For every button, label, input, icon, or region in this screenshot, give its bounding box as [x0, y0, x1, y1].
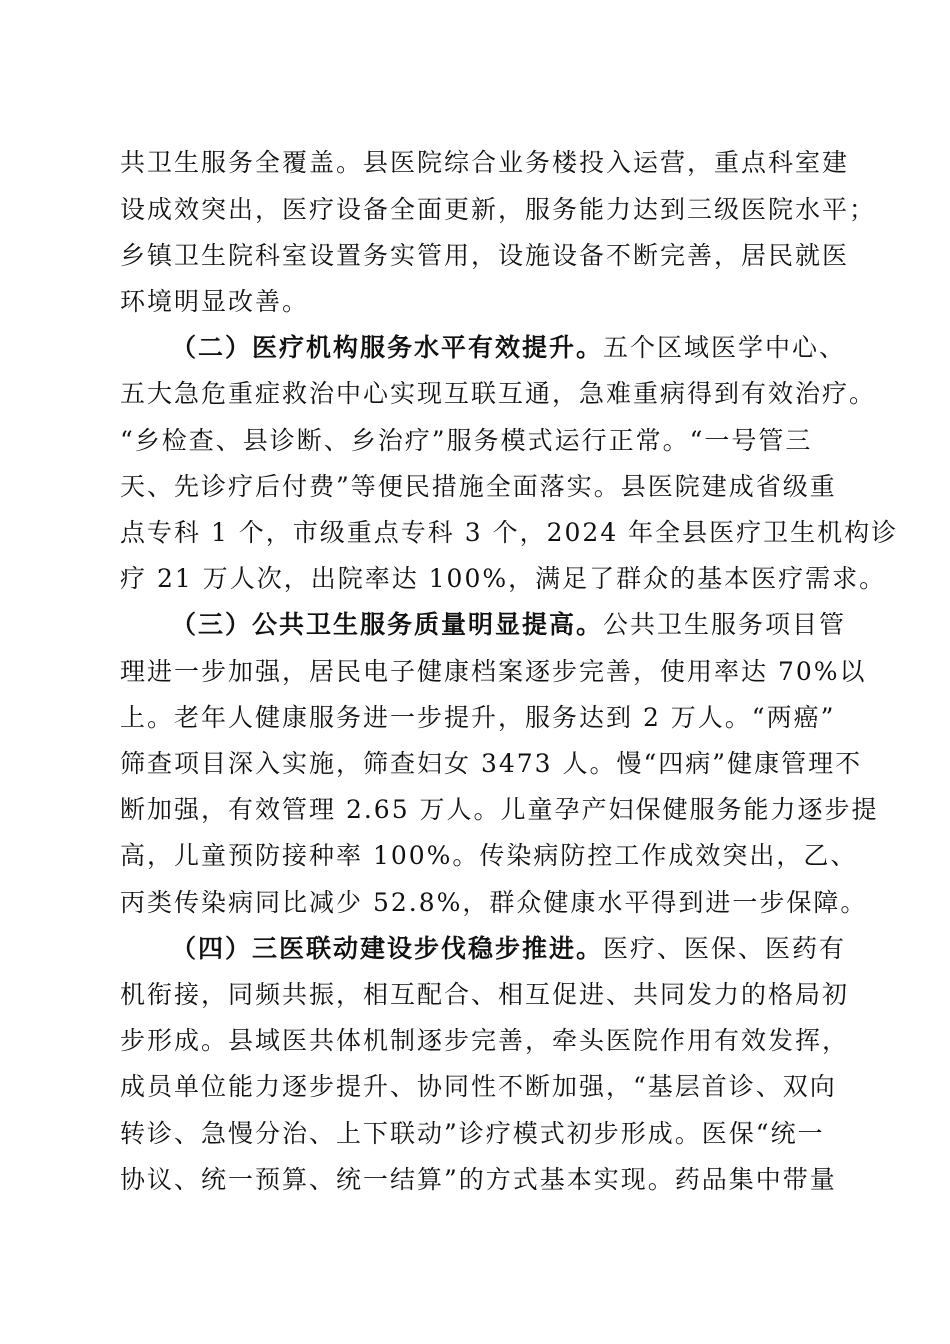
paragraph-line: 筛查项目深入实施，筛查妇女 3473 人。慢“四病”健康管理不	[120, 749, 863, 778]
paragraph-line: 环境明显改善。	[120, 287, 310, 316]
paragraph-line: “乡检查、县诊断、乡治疗”服务模式运行正常。“一号管三	[120, 426, 813, 455]
paragraph-line: 疗 21 万人次，出院率达 100%，满足了群众的基本医疗需求。	[120, 564, 887, 593]
paragraph-line: 转诊、急慢分治、上下联动”诊疗模式初步形成。医保“统一	[120, 1119, 825, 1148]
section-heading: （二）医疗机构服务水平有效提升。	[171, 333, 604, 362]
paragraph-line: 成员单位能力逐步提升、协同性不断加强，“基层首诊、双向	[120, 1072, 837, 1101]
paragraph-line: 上。老年人健康服务进一步提升，服务达到 2 万人。“两癌”	[120, 703, 836, 732]
section-lead-text: 医疗、医保、医药有	[603, 934, 847, 963]
section-lead-text: 五个区域医学中心、	[603, 333, 847, 362]
paragraph-line: 设成效突出，医疗设备全面更新，服务能力达到三级医院水平；	[120, 195, 877, 224]
paragraph-line: 点专科 1 个，市级重点专科 3 个，2024 年全县医疗卫生机构诊	[120, 518, 899, 547]
paragraph-line: 乡镇卫生院科室设置务实管用，设施设备不断完善，居民就医	[120, 241, 850, 270]
section-lead-text: 公共卫生服务项目管	[603, 610, 847, 639]
paragraph-line: 理进一步加强，居民电子健康档案逐步完善，使用率达 70%以	[120, 657, 867, 686]
paragraph-line: 协议、统一预算、统一结算”的方式基本实现。药品集中带量	[120, 1165, 837, 1194]
section-first-line	[171, 933, 891, 965]
section-heading: （四）三医联动建设步伐稳步推进。	[171, 934, 604, 963]
section-heading: （三）公共卫生服务质量明显提高。	[171, 610, 604, 639]
paragraph-line: 机衔接，同频共振，相互配合、相互促进、共同发力的格局初	[120, 980, 850, 1009]
paragraph-line: 共卫生服务全覆盖。县医院综合业务楼投入运营，重点科室建	[120, 148, 850, 177]
paragraph-line: 高，儿童预防接种率 100%。传染病防控工作成效突出，乙、	[120, 841, 858, 870]
paragraph-line: 丙类传染病同比减少 52.8%，群众健康水平得到进一步保障。	[120, 888, 868, 917]
section-first-line	[171, 332, 891, 364]
paragraph-line: 天、先诊疗后付费”等便民措施全面落实。县医院建成省级重	[120, 472, 837, 501]
paragraph-line: 五大急危重症救治中心实现互联互通，急难重病得到有效治疗。	[120, 379, 877, 408]
paragraph-line: 断加强，有效管理 2.65 万人。儿童孕产妇保健服务能力逐步提	[120, 795, 879, 824]
section-first-line	[171, 609, 891, 641]
paragraph-line: 步形成。县域医共体机制逐步完善，牵头医院作用有效发挥，	[120, 1026, 850, 1055]
